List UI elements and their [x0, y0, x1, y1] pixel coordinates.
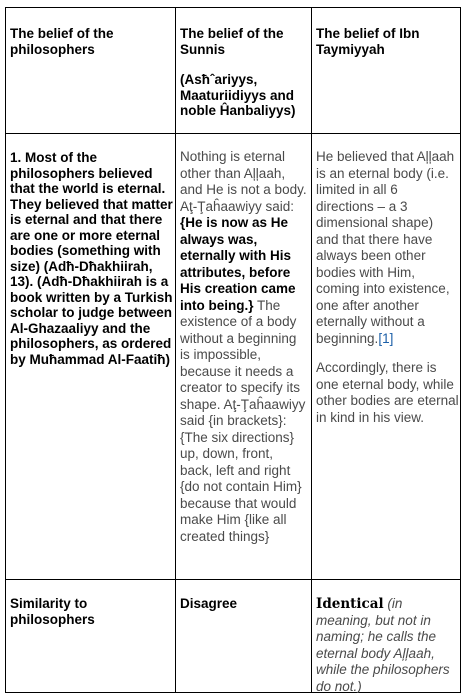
similarity-ibn-cell	[312, 580, 461, 693]
header-philosophers-cell	[6, 8, 176, 134]
comparison-table	[5, 7, 461, 693]
belief-ibn-text-1: He believed that Aļļaah is an eternal body (i.e. limited in all 6 directions – a 3 dimensional shape) and that there have always been other bodies with Him, coming into existence, one after another eternally without a beginning.	[316, 149, 455, 346]
belief-ibn-text-2: Accordingly, there is one eternal body, while other bodies are eternal in kind in his view.	[316, 360, 459, 425]
header-ibn-taymiyyah: The belief of Ibn Taymiyyah	[316, 26, 420, 57]
similarity-ibn-bold: Identical	[316, 596, 384, 612]
header-sunnis-cell	[176, 8, 312, 134]
belief-ibn-text	[316, 136, 459, 347]
belief-sunnis-text-2: The existence of a body without a beginning is impossible, because it needs a creator to specify its shape. Aţ-Ţaĥaawiyy said {in brackets}: {The six directions} up, down, front, back, left and right {do not contain Him} because that would make Him {like all created things}	[180, 297, 306, 544]
header-philosophers: The belief of the philosophers	[10, 26, 114, 57]
tahawi-quote: {He is now as He always was, eternally with His attributes, before His creation came into being.}	[180, 215, 296, 313]
header-sunnis: The belief of the Sunnis	[180, 26, 284, 57]
similarity-ibn-text	[316, 582, 459, 693]
belief-philosophers-cell	[6, 134, 176, 580]
belief-philosophers-text: 1. Most of the philosophers believed that the world is eternal. They believed that matter is eternal and that there are one or more eternal bodies (something with size) (Adħ-Dħakhiirah, 13). (Adħ-Dħakhiirah is a book written by a Turkish scholar to judge between Al-Ghazaaliyy and the philosophers, as ordered by Muħammad Al-Faatiħ)	[10, 150, 173, 367]
similarity-label: Similarity to philosophers	[10, 596, 95, 627]
header-sunnis-subtitle: (Asħˆariyys, Maaturiidiyys and noble Ĥanbaliyys)	[180, 72, 296, 118]
header-ibn-taymiyyah-cell	[312, 8, 461, 134]
similarity-sunnis-cell	[176, 580, 312, 693]
similarity-sunnis: Disagree	[180, 596, 238, 611]
belief-sunnis-text-1: Nothing is eternal other than Aļļaah, and He is not a body. Aţ-Ţaĥaawiyy said:	[180, 149, 307, 214]
belief-ibn-taymiyyah-cell	[312, 134, 461, 580]
similarity-ibn-italic: (in meaning, but not in naming; he calls the eternal body Aļļaah, while the philosophers do not.)	[316, 596, 450, 693]
belief-sunnis-cell	[176, 134, 312, 580]
belief-sunnis-text	[180, 136, 309, 545]
similarity-label-cell	[6, 580, 176, 693]
footnote-link[interactable]: [1]	[378, 330, 394, 346]
